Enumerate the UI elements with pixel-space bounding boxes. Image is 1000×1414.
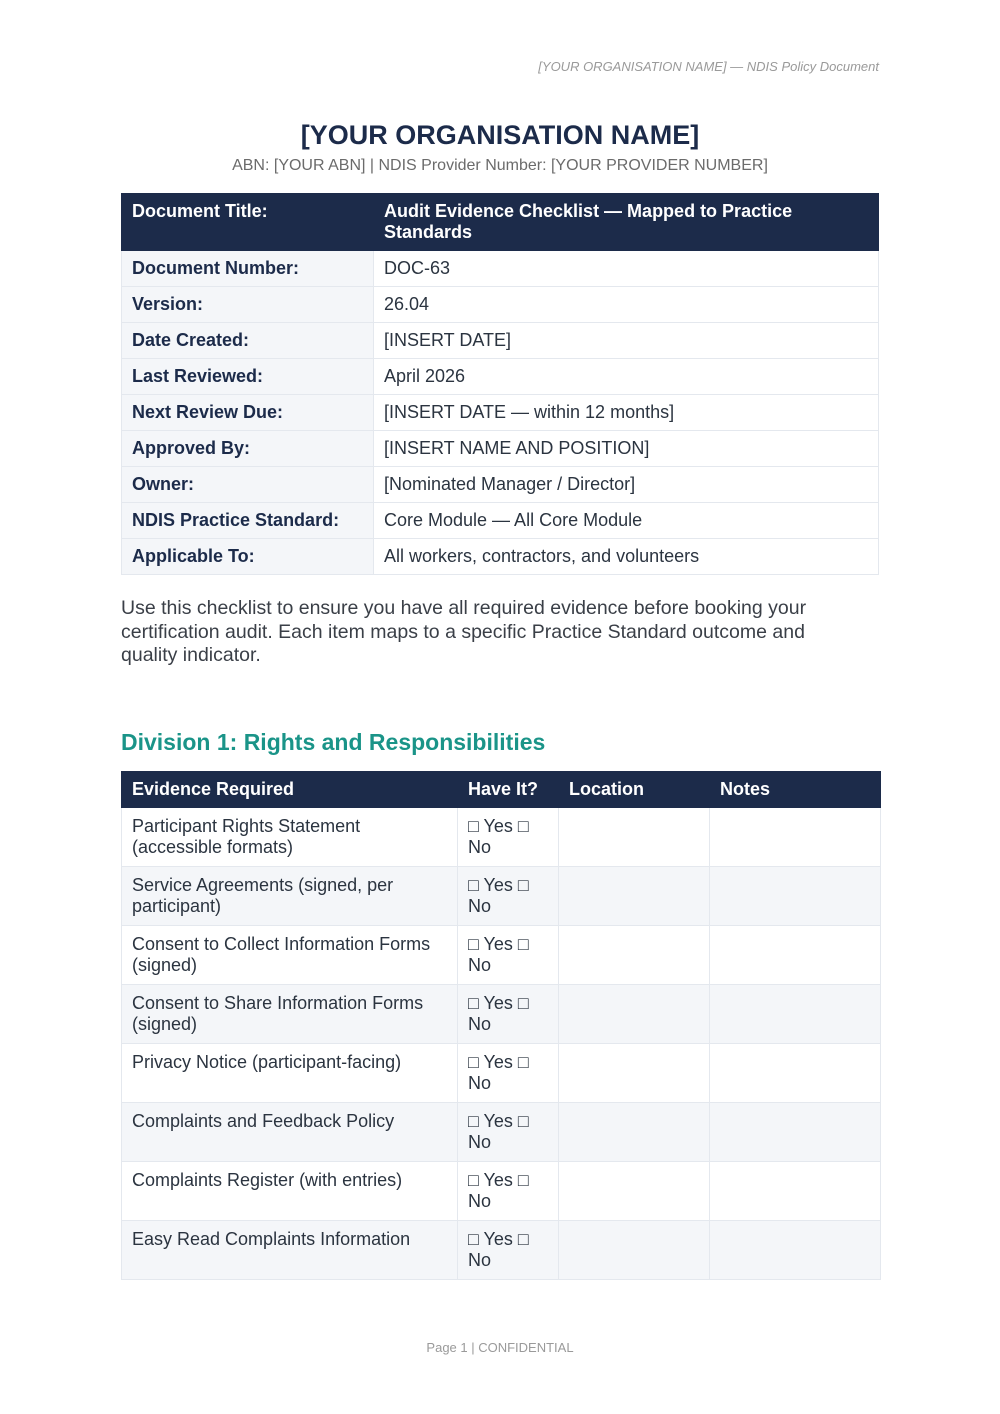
evidence-cell: Complaints and Feedback Policy bbox=[122, 1103, 458, 1162]
metadata-label: NDIS Practice Standard: bbox=[122, 503, 374, 539]
have-it-checkbox-cell[interactable]: □ Yes □ No bbox=[458, 1044, 559, 1103]
notes-cell[interactable] bbox=[710, 1221, 881, 1280]
table-row bbox=[122, 1103, 881, 1162]
metadata-label: Version: bbox=[122, 287, 374, 323]
table-row bbox=[122, 1162, 881, 1221]
organisation-subtitle: ABN: [YOUR ABN] | NDIS Provider Number: [YOUR PROVIDER NUMBER] bbox=[232, 157, 768, 174]
have-it-checkbox-cell[interactable]: □ Yes □ No bbox=[458, 1162, 559, 1221]
metadata-label: Owner: bbox=[122, 467, 374, 503]
table-row bbox=[122, 926, 881, 985]
notes-cell[interactable] bbox=[710, 808, 881, 867]
document-metadata-table bbox=[121, 193, 879, 575]
have-it-checkbox-cell[interactable]: □ Yes □ No bbox=[458, 1221, 559, 1280]
metadata-value: Audit Evidence Checklist — Mapped to Practice Standards bbox=[374, 194, 879, 251]
evidence-cell: Participant Rights Statement (accessible formats) bbox=[122, 808, 458, 867]
table-header-row bbox=[122, 772, 881, 808]
evidence-cell: Service Agreements (signed, per participant) bbox=[122, 867, 458, 926]
metadata-row bbox=[122, 395, 879, 431]
table-row bbox=[122, 1044, 881, 1103]
metadata-value: All workers, contractors, and volunteers bbox=[374, 539, 879, 575]
metadata-label: Document Title: bbox=[122, 194, 374, 251]
metadata-label: Last Reviewed: bbox=[122, 359, 374, 395]
metadata-label: Applicable To: bbox=[122, 539, 374, 575]
metadata-value: [INSERT DATE — within 12 months] bbox=[374, 395, 879, 431]
notes-cell[interactable] bbox=[710, 1103, 881, 1162]
have-it-checkbox-cell[interactable]: □ Yes □ No bbox=[458, 985, 559, 1044]
metadata-label: Date Created: bbox=[122, 323, 374, 359]
location-cell[interactable] bbox=[559, 808, 710, 867]
page-footer: Page 1 | CONFIDENTIAL bbox=[426, 1340, 574, 1355]
metadata-value: 26.04 bbox=[374, 287, 879, 323]
metadata-label: Approved By: bbox=[122, 431, 374, 467]
column-header-notes: Notes bbox=[710, 772, 881, 808]
table-row bbox=[122, 867, 881, 926]
organisation-name: [YOUR ORGANISATION NAME] bbox=[300, 120, 700, 150]
metadata-value: [INSERT NAME AND POSITION] bbox=[374, 431, 879, 467]
metadata-value: [Nominated Manager / Director] bbox=[374, 467, 879, 503]
evidence-cell: Complaints Register (with entries) bbox=[122, 1162, 458, 1221]
location-cell[interactable] bbox=[559, 1044, 710, 1103]
notes-cell[interactable] bbox=[710, 867, 881, 926]
running-header: [YOUR ORGANISATION NAME] — NDIS Policy Document bbox=[538, 59, 879, 74]
have-it-checkbox-cell[interactable]: □ Yes □ No bbox=[458, 867, 559, 926]
evidence-cell: Consent to Collect Information Forms (signed) bbox=[122, 926, 458, 985]
table-row bbox=[122, 1221, 881, 1280]
have-it-checkbox-cell[interactable]: □ Yes □ No bbox=[458, 1103, 559, 1162]
metadata-row bbox=[122, 431, 879, 467]
column-header-have-it: Have It? bbox=[458, 772, 559, 808]
evidence-checklist-table bbox=[121, 771, 881, 1280]
metadata-value: April 2026 bbox=[374, 359, 879, 395]
notes-cell[interactable] bbox=[710, 926, 881, 985]
column-header-evidence: Evidence Required bbox=[122, 772, 458, 808]
metadata-row bbox=[122, 323, 879, 359]
metadata-row bbox=[122, 503, 879, 539]
column-header-location: Location bbox=[559, 772, 710, 808]
evidence-cell: Easy Read Complaints Information bbox=[122, 1221, 458, 1280]
location-cell[interactable] bbox=[559, 1162, 710, 1221]
location-cell[interactable] bbox=[559, 926, 710, 985]
location-cell[interactable] bbox=[559, 1103, 710, 1162]
metadata-value: DOC-63 bbox=[374, 251, 879, 287]
intro-paragraph: Use this checklist to ensure you have all required evidence before booking your certification audit. Each item maps to a specific Practice Standard outcome and quality indicator. bbox=[121, 597, 807, 666]
evidence-cell: Consent to Share Information Forms (signed) bbox=[122, 985, 458, 1044]
metadata-row bbox=[122, 251, 879, 287]
metadata-value: Core Module — All Core Module bbox=[374, 503, 879, 539]
metadata-row bbox=[122, 467, 879, 503]
metadata-row bbox=[122, 539, 879, 575]
section-heading: Division 1: Rights and Responsibilities bbox=[121, 729, 546, 755]
table-row bbox=[122, 985, 881, 1044]
notes-cell[interactable] bbox=[710, 985, 881, 1044]
evidence-cell: Privacy Notice (participant-facing) bbox=[122, 1044, 458, 1103]
table-row bbox=[122, 808, 881, 867]
metadata-title-row bbox=[122, 194, 879, 251]
location-cell[interactable] bbox=[559, 985, 710, 1044]
metadata-value: [INSERT DATE] bbox=[374, 323, 879, 359]
have-it-checkbox-cell[interactable]: □ Yes □ No bbox=[458, 926, 559, 985]
notes-cell[interactable] bbox=[710, 1044, 881, 1103]
location-cell[interactable] bbox=[559, 867, 710, 926]
location-cell[interactable] bbox=[559, 1221, 710, 1280]
metadata-label: Next Review Due: bbox=[122, 395, 374, 431]
have-it-checkbox-cell[interactable]: □ Yes □ No bbox=[458, 808, 559, 867]
notes-cell[interactable] bbox=[710, 1162, 881, 1221]
metadata-row bbox=[122, 359, 879, 395]
metadata-row bbox=[122, 287, 879, 323]
metadata-label: Document Number: bbox=[122, 251, 374, 287]
